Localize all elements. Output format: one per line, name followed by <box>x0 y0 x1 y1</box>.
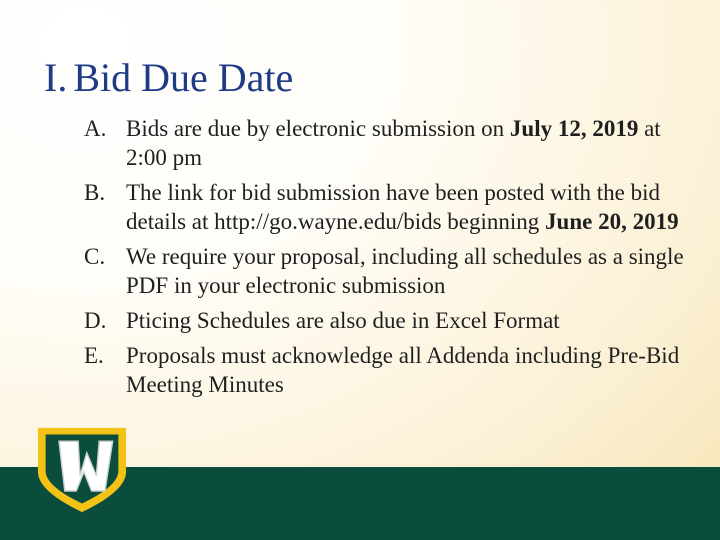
list-item-c <box>84 242 684 300</box>
list-item-d <box>84 306 684 335</box>
item-bold-date: June 20, 2019 <box>545 209 679 234</box>
item-text: Bids are due by electronic submission on <box>126 116 510 141</box>
item-text: The link for bid submission have been posted with the bid details at http://go.wayne.edu/bids beginning <box>126 180 661 234</box>
list-item-a <box>84 114 684 172</box>
title-number: I. <box>44 55 68 100</box>
item-text: We require your proposal, including all schedules as a single PDF in your electronic submission <box>126 244 684 298</box>
item-text: Pticing Schedules are also due in Excel Format <box>126 308 560 333</box>
list-marker: B. <box>84 180 106 205</box>
list-marker: E. <box>84 343 104 368</box>
slide-title <box>44 54 293 101</box>
list-marker: D. <box>84 308 107 333</box>
item-text: Proposals must acknowledge all Addenda including Pre-Bid Meeting Minutes <box>126 343 680 397</box>
item-bold-date: July 12, 2019 <box>509 116 639 141</box>
list-marker: A. <box>84 116 107 141</box>
list-marker: C. <box>84 244 106 269</box>
title-text: Bid Due Date <box>73 55 294 100</box>
wayne-state-w-shield-icon <box>34 424 130 514</box>
bullet-list <box>84 114 684 405</box>
item-text-tail: at 2:00 pm <box>126 116 661 170</box>
list-item-e <box>84 341 684 399</box>
list-item-b <box>84 178 684 236</box>
